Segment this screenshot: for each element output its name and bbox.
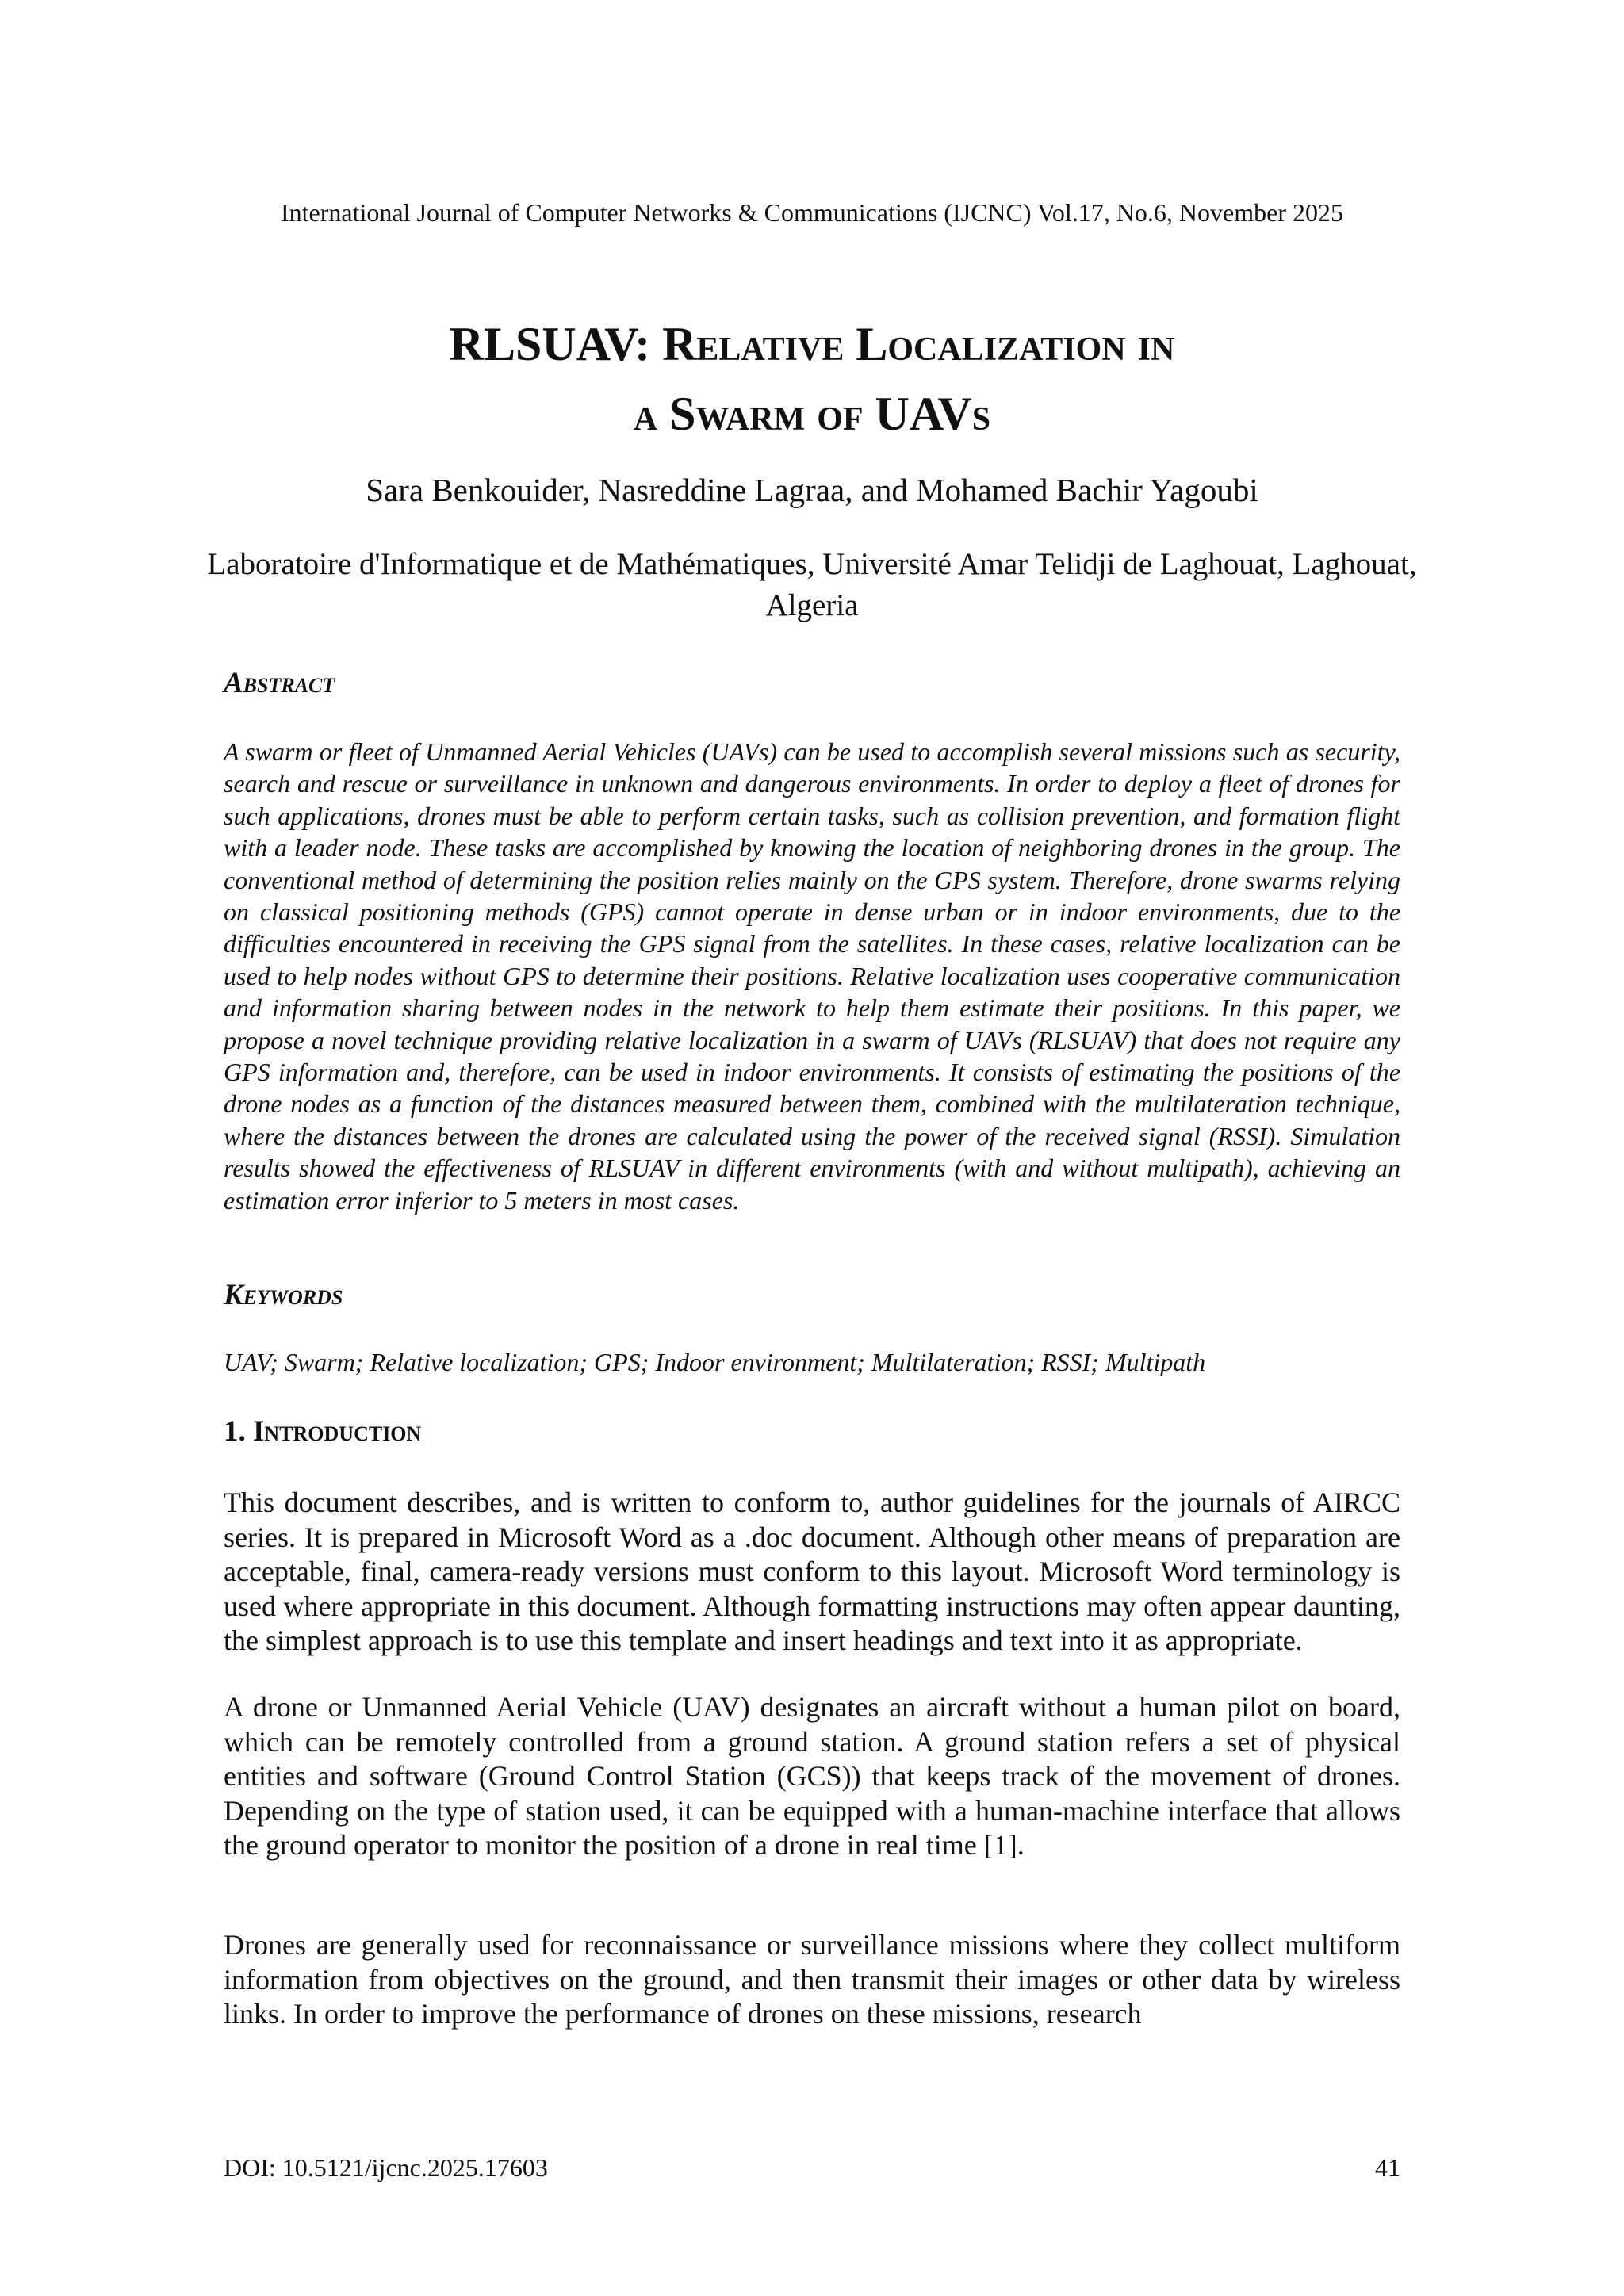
abstract-text: A swarm or fleet of Unmanned Aerial Vehicles (UAVs) can be used to accomplish several missions such as security, search and rescue or surveillance in unknown and dangerous environments. In order to deploy a fleet of drones for such applications, drones must be able to perform certain tasks, such as collision prevention, and formation flight with a leader node. These tasks are accomplished by knowing the location of neighboring drones in the group. The conventional method of determining the position relies mainly on the GPS system. Therefore, drone swarms relying on classical positioning methods (GPS) cannot operate in dense urban or in indoor environments, due to the difficulties encountered in receiving the GPS signal from the satellites. In these cases, relative localization can be used to help nodes without GPS to determine their positions. Relative localization uses cooperative communication and information sharing between nodes in the network to help them estimate their positions. In this paper, we propose a novel technique providing relative localization in a swarm of UAVs (RLSUAV) that does not require any GPS information and, therefore, can be used in indoor environments. It consists of estimating the positions of the drone nodes as a function of the distances measured between them, combined with the multilateration technique, where the distances between the drones are calculated using the power of the received signal (RSSI). Simulation results showed the effectiveness of RLSUAV in different environments (with and without multipath), achieving an estimation error inferior to 5 meters in most cases. — [224, 737, 1400, 1215]
keywords-heading: Keywords — [224, 1279, 343, 1311]
paper-title-line-1: RLSUAV: Relative Localization in — [449, 318, 1175, 370]
page-number: 41 — [1375, 2153, 1400, 2182]
introduction-heading: 1. Introduction — [224, 1415, 422, 1448]
paper-title-line-2: a Swarm of UAVs — [633, 388, 991, 440]
footer-doi: DOI: 10.5121/ijcnc.2025.17603 — [224, 2153, 548, 2182]
author-list: Sara Benkouider, Nasreddine Lagraa, and Mohamed Bachir Yagoubi — [366, 472, 1258, 508]
keywords-text: UAV; Swarm; Relative localization; GPS; Indoor environment; Multilateration; RSSI; Multipath — [224, 1348, 1206, 1376]
running-header: International Journal of Computer Networks & Communications (IJCNC) Vol.17, No.6, November 2025 — [281, 198, 1343, 227]
abstract-heading: Abstract — [224, 667, 335, 699]
author-affiliation: Laboratoire d'Informatique et de Mathématiques, Université Amar Telidji de Laghouat, Laghouat, Algeria — [207, 547, 1417, 622]
intro-paragraph-1: This document describes, and is written to conform to, author guidelines for the journals of AIRCC series. It is prepared in Microsoft Word as a .doc document. Although other means of preparation are acceptable, final, camera-ready versions must conform to this layout. Microsoft Word terminology is used where appropriate in this document. Although formatting instructions may often appear daunting, the simplest approach is to use this template and insert headings and text into it as appropriate. — [224, 1487, 1400, 1656]
paper-title — [0, 309, 1624, 449]
intro-paragraph-3: Drones are generally used for reconnaissance or surveillance missions where they collect multiform information from objectives on the ground, and then transmit their images or other data by wireless links. In order to improve the performance of drones on these missions, research — [224, 1929, 1400, 2030]
intro-paragraph-2: A drone or Unmanned Aerial Vehicle (UAV) designates an aircraft without a human pilot on board, which can be remotely controlled from a ground station. A ground station refers a set of physical entities and software (Ground Control Station (GCS)) that keeps track of the movement of drones. Depending on the type of station used, it can be equipped with a human-machine interface that allows the ground operator to monitor the position of a drone in real time [1]. — [224, 1691, 1400, 1861]
